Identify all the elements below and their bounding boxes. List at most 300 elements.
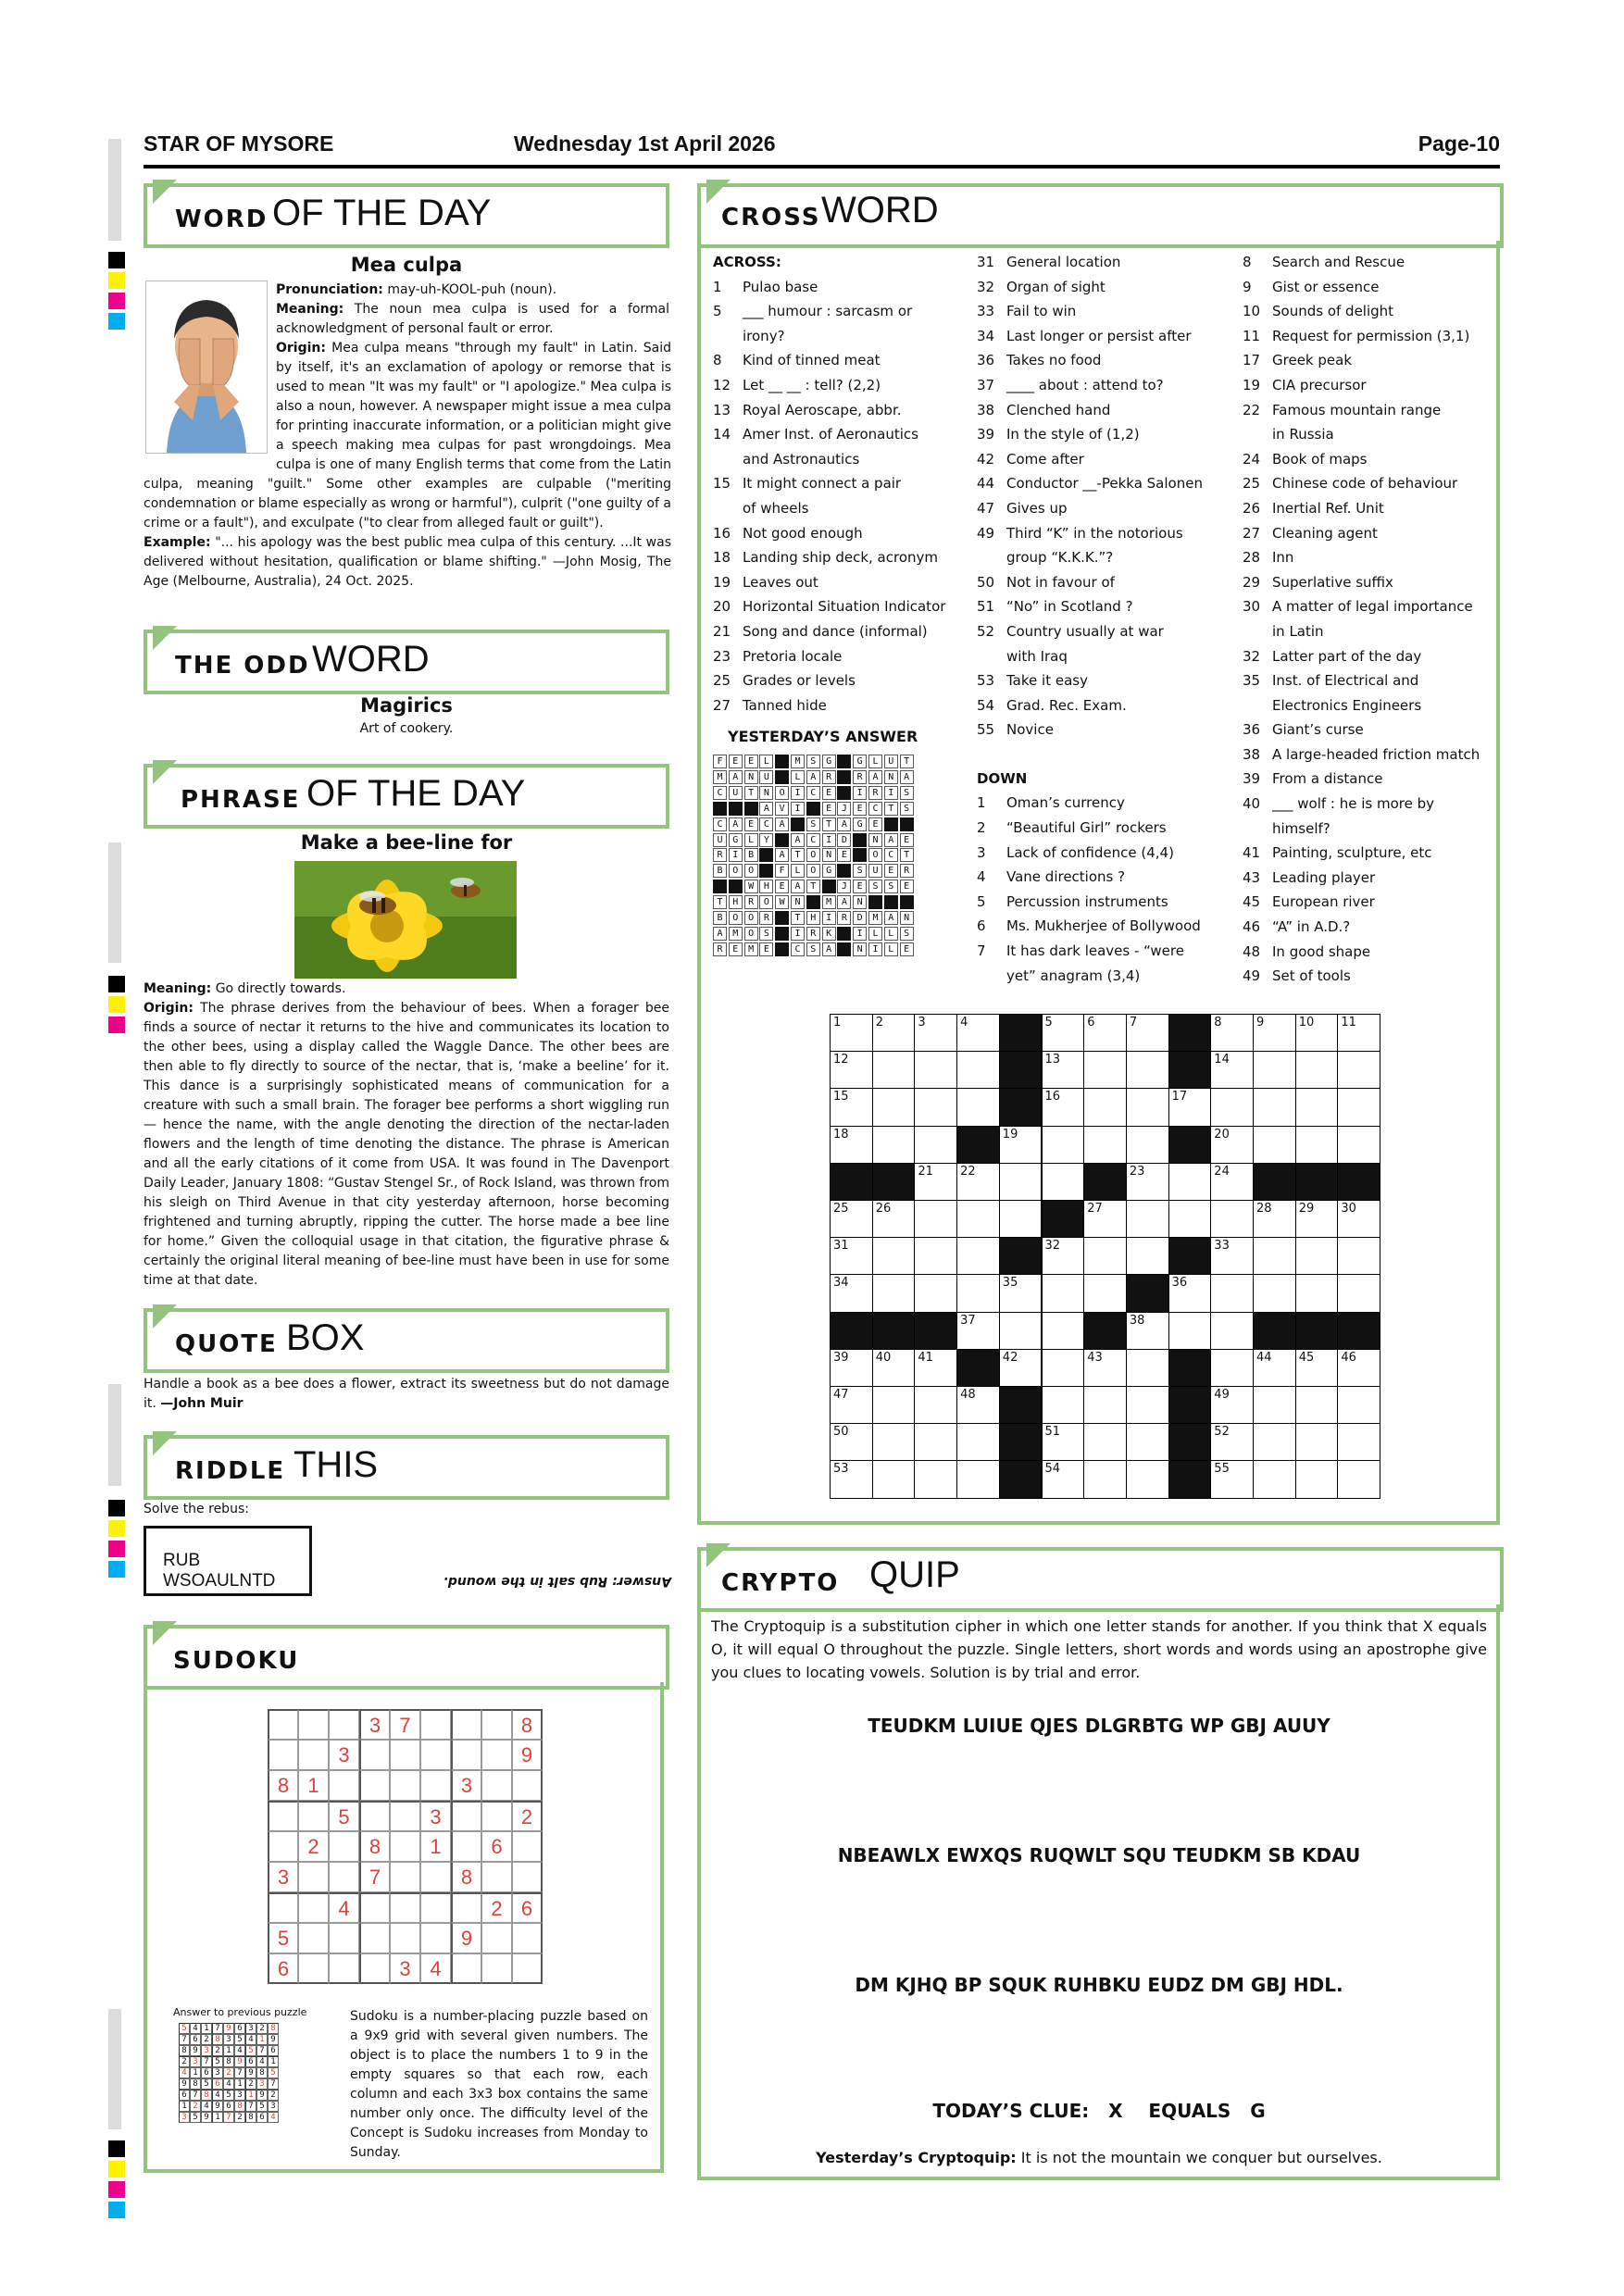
crossword-cell[interactable] <box>1083 1014 1127 1052</box>
crossword-cell[interactable] <box>1210 1237 1254 1275</box>
crossword-cell[interactable] <box>830 1088 873 1126</box>
sudoku-cell[interactable] <box>451 1801 481 1831</box>
crossword-cell[interactable] <box>830 1274 873 1312</box>
sudoku-cell[interactable] <box>512 1831 543 1862</box>
crossword-cell[interactable] <box>914 1014 957 1052</box>
clue-number: 5 <box>977 892 986 910</box>
clue-28 <box>1243 545 1497 570</box>
crossword-cell[interactable] <box>914 1163 957 1201</box>
clue-number: 49 <box>977 524 995 542</box>
previous-answer-cell: 2 <box>256 2023 268 2034</box>
crossword-cell[interactable] <box>1210 1126 1254 1164</box>
sudoku-cell[interactable] <box>268 1892 298 1923</box>
sudoku-cell[interactable] <box>390 1892 420 1923</box>
crossword-cell[interactable] <box>1337 1423 1380 1461</box>
answer-block <box>884 895 898 909</box>
clue-cont <box>713 447 963 472</box>
crossword-cell[interactable] <box>956 1274 1000 1312</box>
crossword-cell[interactable] <box>872 1200 916 1238</box>
crossword-cell[interactable] <box>1210 1014 1254 1052</box>
clue-text: Search and Rescue <box>1272 254 1405 270</box>
crossword-cell[interactable] <box>1210 1423 1254 1461</box>
crossword-cell[interactable] <box>1042 1237 1085 1275</box>
sudoku-title: SUDOKU <box>144 1625 669 1690</box>
crossword-cell[interactable] <box>1042 1460 1085 1498</box>
sudoku-cell[interactable] <box>481 1709 512 1740</box>
cell-number: 48 <box>960 1388 976 1402</box>
crossword-cell[interactable] <box>1126 1200 1169 1238</box>
sudoku-cell[interactable] <box>268 1740 298 1770</box>
crossword-cell[interactable] <box>1126 1423 1169 1461</box>
answer-block <box>837 755 851 768</box>
crossword-cell[interactable] <box>1253 1460 1296 1498</box>
crossword-cell[interactable] <box>914 1126 957 1164</box>
crossword-cell[interactable] <box>956 1088 1000 1126</box>
crossword-cell[interactable] <box>1126 1386 1169 1424</box>
answer-cell: C <box>806 833 820 847</box>
crossword-cell[interactable] <box>872 1051 916 1089</box>
sudoku-cell[interactable] <box>451 1740 481 1770</box>
clue-text: From a distance <box>1272 770 1383 788</box>
sudoku-cell[interactable] <box>512 1862 543 1892</box>
crossword-block <box>1168 1423 1212 1461</box>
cell-number: 23 <box>1129 1164 1145 1179</box>
sudoku-cell[interactable] <box>390 1923 420 1953</box>
clue-12 <box>713 373 963 398</box>
previous-answer-cell: 6 <box>234 2023 245 2034</box>
answer-cell: O <box>729 864 743 878</box>
cell-number: 5 <box>1044 1016 1053 1029</box>
sudoku-cell[interactable] <box>390 1801 420 1831</box>
crossword-cell[interactable] <box>1253 1349 1296 1387</box>
crossword-cell[interactable] <box>1168 1312 1212 1350</box>
answer-cell: I <box>822 833 836 847</box>
crossword-cell[interactable] <box>1295 1237 1339 1275</box>
crossword-cell[interactable] <box>1083 1200 1127 1238</box>
answer-cell: S <box>900 927 914 941</box>
crossword-cell[interactable] <box>872 1274 916 1312</box>
sudoku-cell[interactable] <box>329 1709 359 1740</box>
crossword-cell[interactable] <box>1042 1386 1085 1424</box>
previous-answer-cell: 8 <box>190 2078 201 2090</box>
crossword-cell[interactable] <box>1337 1237 1380 1275</box>
crossword-cell[interactable] <box>999 1200 1043 1238</box>
sudoku-cell[interactable] <box>390 1831 420 1862</box>
crossword-cell[interactable] <box>1253 1126 1296 1164</box>
crossword-cell[interactable] <box>1253 1274 1296 1312</box>
crossword-cell[interactable] <box>1042 1312 1085 1350</box>
crossword-cell[interactable] <box>1126 1014 1169 1052</box>
word-body <box>144 339 671 592</box>
sudoku-cell[interactable] <box>359 1770 390 1801</box>
crossword-cell[interactable] <box>1295 1014 1339 1052</box>
crossword-cell[interactable] <box>914 1349 957 1387</box>
crossword-cell[interactable] <box>1168 1088 1212 1126</box>
sudoku-cell[interactable] <box>420 1892 451 1923</box>
crossword-cell[interactable] <box>830 1460 873 1498</box>
crossword-cell[interactable] <box>830 1423 873 1461</box>
answer-cell: C <box>713 817 727 831</box>
crossword-cell[interactable] <box>872 1126 916 1164</box>
crossword-cell[interactable] <box>956 1051 1000 1089</box>
clue-text: Take it easy <box>1006 672 1088 690</box>
crossword-cell[interactable] <box>1210 1163 1254 1201</box>
crossword-block <box>1168 1460 1212 1498</box>
clue-text: ___ humour : sarcasm or <box>743 303 913 320</box>
sudoku-cell[interactable] <box>298 1953 329 1984</box>
crossword-cell[interactable] <box>1042 1274 1085 1312</box>
sudoku-cell[interactable] <box>481 1862 512 1892</box>
crossword-cell[interactable] <box>999 1349 1043 1387</box>
crossword-cell[interactable] <box>956 1200 1000 1238</box>
cell-number: 53 <box>833 1462 849 1477</box>
cell-number: 16 <box>1044 1090 1061 1104</box>
crossword-cell[interactable] <box>914 1274 957 1312</box>
sudoku-cell[interactable] <box>298 1709 329 1740</box>
clue-30 <box>1243 594 1497 619</box>
crossword-cell[interactable] <box>914 1200 957 1238</box>
answer-cell: R <box>853 770 867 784</box>
sudoku-cell[interactable] <box>329 1923 359 1953</box>
sudoku-cell[interactable] <box>359 1953 390 1984</box>
crossword-cell[interactable] <box>1126 1163 1169 1201</box>
sudoku-cell[interactable] <box>268 1831 298 1862</box>
crossword-block <box>1253 1163 1296 1201</box>
crossword-cell[interactable] <box>1295 1274 1339 1312</box>
answer-cell: E <box>900 880 914 893</box>
crossword-cell[interactable] <box>1295 1460 1339 1498</box>
flag-icon <box>706 180 731 204</box>
clue-text: irony? <box>743 327 785 344</box>
crossword-cell[interactable] <box>999 1126 1043 1164</box>
clue-number: 35 <box>1243 672 1261 690</box>
clue-5 <box>977 890 1236 915</box>
crossword-cell[interactable] <box>830 1237 873 1275</box>
crossword-cell[interactable] <box>956 1386 1000 1424</box>
crossword-cell[interactable] <box>1210 1088 1254 1126</box>
sudoku-cell[interactable] <box>390 1770 420 1801</box>
answer-cell: E <box>744 817 758 831</box>
sudoku-cell[interactable] <box>329 1770 359 1801</box>
crossword-cell[interactable] <box>1253 1386 1296 1424</box>
crossword-cell[interactable] <box>1168 1200 1212 1238</box>
sudoku-cell[interactable] <box>268 1801 298 1831</box>
answer-cell: H <box>729 895 743 909</box>
crossword-cell[interactable] <box>1126 1349 1169 1387</box>
crossword-cell[interactable] <box>956 1163 1000 1201</box>
registration-mark-black <box>108 1500 125 1516</box>
previous-answer-cell: 3 <box>256 2078 268 2090</box>
clue-cont <box>1243 422 1497 447</box>
crossword-cell[interactable] <box>1337 1349 1380 1387</box>
sudoku-cell[interactable] <box>451 1831 481 1862</box>
clue-10 <box>1243 299 1497 324</box>
clue-39 <box>977 422 1236 447</box>
crossword-cell[interactable] <box>956 1312 1000 1350</box>
sudoku-cell[interactable] <box>390 1862 420 1892</box>
crossword-cell[interactable] <box>1337 1126 1380 1164</box>
cell-number: 41 <box>918 1350 933 1365</box>
crossword-cell[interactable] <box>1337 1460 1380 1498</box>
crossword-cell[interactable] <box>830 1126 873 1164</box>
crossword-cell[interactable] <box>956 1237 1000 1275</box>
crossword-cell[interactable] <box>830 1014 873 1052</box>
sudoku-cell[interactable] <box>298 1862 329 1892</box>
sudoku-cell[interactable] <box>451 1709 481 1740</box>
crossword-cell[interactable] <box>1337 1200 1380 1238</box>
crossword-cell[interactable] <box>1295 1126 1339 1164</box>
crossword-cell[interactable] <box>1042 1014 1085 1052</box>
crossword-cell[interactable] <box>1126 1237 1169 1275</box>
crossword-cell[interactable] <box>872 1088 916 1126</box>
crossword-cell[interactable] <box>1253 1051 1296 1089</box>
crossword-cell[interactable] <box>1253 1237 1296 1275</box>
crossword-cell[interactable] <box>999 1312 1043 1350</box>
sudoku-cell[interactable] <box>329 1831 359 1862</box>
crossword-cell[interactable] <box>1083 1237 1127 1275</box>
crossword-cell[interactable] <box>1337 1274 1380 1312</box>
crossword-cell[interactable] <box>1253 1088 1296 1126</box>
crossword-cell[interactable] <box>1083 1386 1127 1424</box>
sudoku-cell[interactable] <box>359 1740 390 1770</box>
crossword-cell[interactable] <box>1126 1088 1169 1126</box>
crossword-cell[interactable] <box>956 1460 1000 1498</box>
clue-number: 38 <box>1243 745 1261 763</box>
clue-text: Electronics Engineers <box>1272 696 1422 714</box>
crossword-cell[interactable] <box>1083 1126 1127 1164</box>
page-header <box>144 130 1500 168</box>
word-meaning: Meaning: The noun mea culpa is used for a formal acknowledgment of personal fault or error. <box>276 302 670 336</box>
crossword-cell[interactable] <box>1168 1163 1212 1201</box>
todays-clue: TODAY’S CLUE: X EQUALS G <box>932 2100 1266 2122</box>
crossword-cell[interactable] <box>1295 1423 1339 1461</box>
crossword-cell[interactable] <box>914 1460 957 1498</box>
answer-cell: A <box>791 833 805 847</box>
crossword-block <box>999 1460 1043 1498</box>
crossword-cell[interactable] <box>914 1088 957 1126</box>
crossword-cell[interactable] <box>1168 1274 1212 1312</box>
crossword-cell[interactable] <box>1253 1200 1296 1238</box>
flag-icon <box>153 180 177 204</box>
previous-answer-cell: 7 <box>179 2034 190 2045</box>
sudoku-cell[interactable] <box>451 1892 481 1923</box>
crossword-cell[interactable] <box>830 1386 873 1424</box>
crossword-cell[interactable] <box>1253 1423 1296 1461</box>
clue-1 <box>977 791 1236 816</box>
sudoku-cell[interactable] <box>359 1923 390 1953</box>
crossword-cell[interactable] <box>1126 1460 1169 1498</box>
sudoku-cell[interactable] <box>390 1740 420 1770</box>
crossword-cell[interactable] <box>1083 1349 1127 1387</box>
answer-cell: N <box>868 833 882 847</box>
crossword-cell[interactable] <box>1295 1088 1339 1126</box>
clue-number: 25 <box>1243 475 1261 493</box>
answer-cell: T <box>822 817 836 831</box>
sudoku-cell[interactable] <box>420 1740 451 1770</box>
crossword-cell[interactable] <box>1126 1051 1169 1089</box>
clue-25 <box>1243 471 1497 496</box>
clue-text: Greek peak <box>1272 352 1353 369</box>
clue-26 <box>1243 496 1497 521</box>
crossword-cell[interactable] <box>1337 1386 1380 1424</box>
crossword-cell[interactable] <box>1210 1274 1254 1312</box>
answer-cell: G <box>822 755 836 768</box>
answer-cell: A <box>713 927 727 941</box>
crossword-cell[interactable] <box>1083 1274 1127 1312</box>
sudoku-cell[interactable] <box>512 1770 543 1801</box>
sudoku-cell[interactable] <box>420 1923 451 1953</box>
sudoku-cell[interactable] <box>268 1709 298 1740</box>
clue-33 <box>977 299 1236 324</box>
cell-number: 44 <box>1256 1350 1272 1365</box>
crossword-cell[interactable] <box>1210 1312 1254 1350</box>
sudoku-cell[interactable] <box>298 1740 329 1770</box>
clue-text: It has dark leaves - “were <box>1006 942 1184 960</box>
crossword-cell[interactable] <box>872 1460 916 1498</box>
answer-cell: M <box>713 770 727 784</box>
crossword-cell[interactable] <box>1083 1423 1127 1461</box>
answer-cell: E <box>775 880 789 893</box>
previous-answer-cell: 4 <box>201 2101 212 2112</box>
sudoku-cell[interactable] <box>481 1953 512 1984</box>
answer-cell: A <box>806 770 820 784</box>
sudoku-cell[interactable] <box>451 1953 481 1984</box>
previous-answer-cell: 1 <box>245 2090 256 2101</box>
sudoku-cell[interactable] <box>481 1770 512 1801</box>
sudoku-cell[interactable] <box>420 1862 451 1892</box>
clue-number: 55 <box>977 721 995 739</box>
previous-answer-cell: 9 <box>234 2056 245 2067</box>
crossword-cell[interactable] <box>872 1237 916 1275</box>
word-example: Example: "... his apology was the best public mea culpa of this century. ...It was delivered without hesitation, qualification or blame shifting." —John Mosig, The Age (Melbourne, Australia), 24 Oct. 2025. <box>144 535 671 589</box>
clue-49 <box>977 521 1236 546</box>
crossword-cell[interactable] <box>1337 1014 1380 1052</box>
crossword-cell[interactable] <box>1210 1200 1254 1238</box>
crossword-cell[interactable] <box>914 1237 957 1275</box>
crossword-cell[interactable] <box>1295 1051 1339 1089</box>
crossword-cell[interactable] <box>830 1200 873 1238</box>
crossword-cell[interactable] <box>1042 1088 1085 1126</box>
clue-text: It might connect a pair <box>743 475 902 493</box>
sudoku-cell[interactable] <box>298 1892 329 1923</box>
word-of-the-day-title: WORD OF THE DAY <box>144 183 669 248</box>
clue-number: 42 <box>977 450 995 468</box>
clue-5 <box>713 299 963 324</box>
previous-answer-cell: 9 <box>245 2067 256 2078</box>
crossword-cell[interactable] <box>1253 1014 1296 1052</box>
crossword-cell[interactable] <box>1042 1163 1085 1201</box>
answer-cell: R <box>744 895 758 909</box>
sudoku-cell[interactable] <box>420 1770 451 1801</box>
crossword-cell[interactable] <box>1126 1312 1169 1350</box>
answer-block <box>759 864 773 878</box>
crossword-cell[interactable] <box>1295 1200 1339 1238</box>
cell-number: 22 <box>960 1164 976 1179</box>
crossword-cell[interactable] <box>1210 1460 1254 1498</box>
crossword-cell[interactable] <box>1295 1386 1339 1424</box>
crossword-cell[interactable] <box>830 1349 873 1387</box>
crossword-cell[interactable] <box>1337 1088 1380 1126</box>
clue-text: Tanned hide <box>743 696 827 714</box>
word-origin: Origin: Mea culpa means "through my fault" in Latin. Said by itself, it's an exclamation of apology or remorse that is used to mean "It was my fault" or "I apologize." Mea culpa is also a noun, however. A newspaper might issue a mea culpa for printing inaccurate information, or a politician might give a speech making mea culpas for past wrongdoings. Mea culpa is one of many English terms that come from the Latin culpa, meaning "guilt." Some other examples are culpable ("meriting condemnation or blame especially as wrong or harmful"), culprit ("one guilty of a crime or a fault"), and exculpate ("to clear from alleged fault or guilt"). <box>144 341 672 530</box>
clue-number <box>977 545 1006 570</box>
crossword-cell[interactable] <box>1210 1349 1254 1387</box>
sudoku-cell[interactable] <box>298 1923 329 1953</box>
crossword-cell[interactable] <box>1126 1126 1169 1164</box>
crossword-cell[interactable] <box>1295 1349 1339 1387</box>
cryptoquip-panel <box>697 1604 1500 2180</box>
crossword-cell[interactable] <box>1083 1460 1127 1498</box>
crossword-cell[interactable] <box>914 1423 957 1461</box>
clue-number: 32 <box>977 278 995 295</box>
crossword-cell[interactable] <box>1337 1051 1380 1089</box>
sudoku-cell[interactable] <box>420 1709 451 1740</box>
crossword-cell[interactable] <box>914 1051 957 1089</box>
sudoku-cell[interactable] <box>481 1801 512 1831</box>
crossword-cell[interactable] <box>956 1423 1000 1461</box>
crossword-cell[interactable] <box>956 1014 1000 1052</box>
answer-cell: B <box>713 911 727 925</box>
answer-cell: E <box>900 833 914 847</box>
clue-text: Painting, sculpture, etc <box>1272 844 1432 862</box>
sudoku-cell[interactable] <box>512 1923 543 1953</box>
crossword-cell[interactable] <box>1042 1051 1085 1089</box>
answer-cell: E <box>822 802 836 816</box>
sudoku-cell[interactable] <box>359 1801 390 1831</box>
crossword-cell[interactable] <box>1042 1349 1085 1387</box>
clue-number: 27 <box>1243 524 1261 542</box>
crossword-cell[interactable] <box>1210 1386 1254 1424</box>
clue-text: In good shape <box>1272 942 1371 960</box>
crossword-block <box>956 1126 1000 1164</box>
crossword-cell[interactable] <box>830 1051 873 1089</box>
crossword-cell[interactable] <box>872 1386 916 1424</box>
clue-number <box>1243 422 1272 447</box>
crossword-cell[interactable] <box>1083 1088 1127 1126</box>
sudoku-cell[interactable] <box>512 1953 543 1984</box>
crossword-cell[interactable] <box>1210 1051 1254 1089</box>
clue-text: Ms. Mukherjee of Bollywood <box>1006 917 1201 935</box>
answer-cell: D <box>853 911 867 925</box>
sudoku-cell[interactable] <box>298 1801 329 1831</box>
crossword-cell[interactable] <box>872 1014 916 1052</box>
clue-37 <box>977 373 1236 398</box>
clue-number <box>977 964 1006 989</box>
crossword-cell[interactable] <box>914 1386 957 1424</box>
crossword-cell[interactable] <box>1042 1423 1085 1461</box>
sudoku-cell[interactable] <box>329 1862 359 1892</box>
sudoku-cell[interactable] <box>359 1892 390 1923</box>
answer-cell: O <box>744 911 758 925</box>
crossword-cell[interactable] <box>872 1349 916 1387</box>
crossword-cell[interactable] <box>999 1163 1043 1201</box>
answer-cell: T <box>806 880 820 893</box>
sudoku-cell[interactable] <box>481 1740 512 1770</box>
crossword-cell[interactable] <box>872 1423 916 1461</box>
clue-text: Fail to win <box>1006 303 1077 320</box>
answer-block <box>729 802 743 816</box>
sudoku-cell: 6 <box>268 1953 298 1984</box>
crossword-cell[interactable] <box>1042 1126 1085 1164</box>
sudoku-cell[interactable] <box>329 1953 359 1984</box>
clue-text: Clenched hand <box>1006 401 1111 418</box>
crossword-cell[interactable] <box>1083 1051 1127 1089</box>
sudoku-cell[interactable] <box>481 1923 512 1953</box>
word-heading: Mea culpa <box>350 254 463 276</box>
answer-cell: N <box>853 895 867 909</box>
crossword-cell[interactable] <box>999 1274 1043 1312</box>
answer-cell: G <box>853 817 867 831</box>
